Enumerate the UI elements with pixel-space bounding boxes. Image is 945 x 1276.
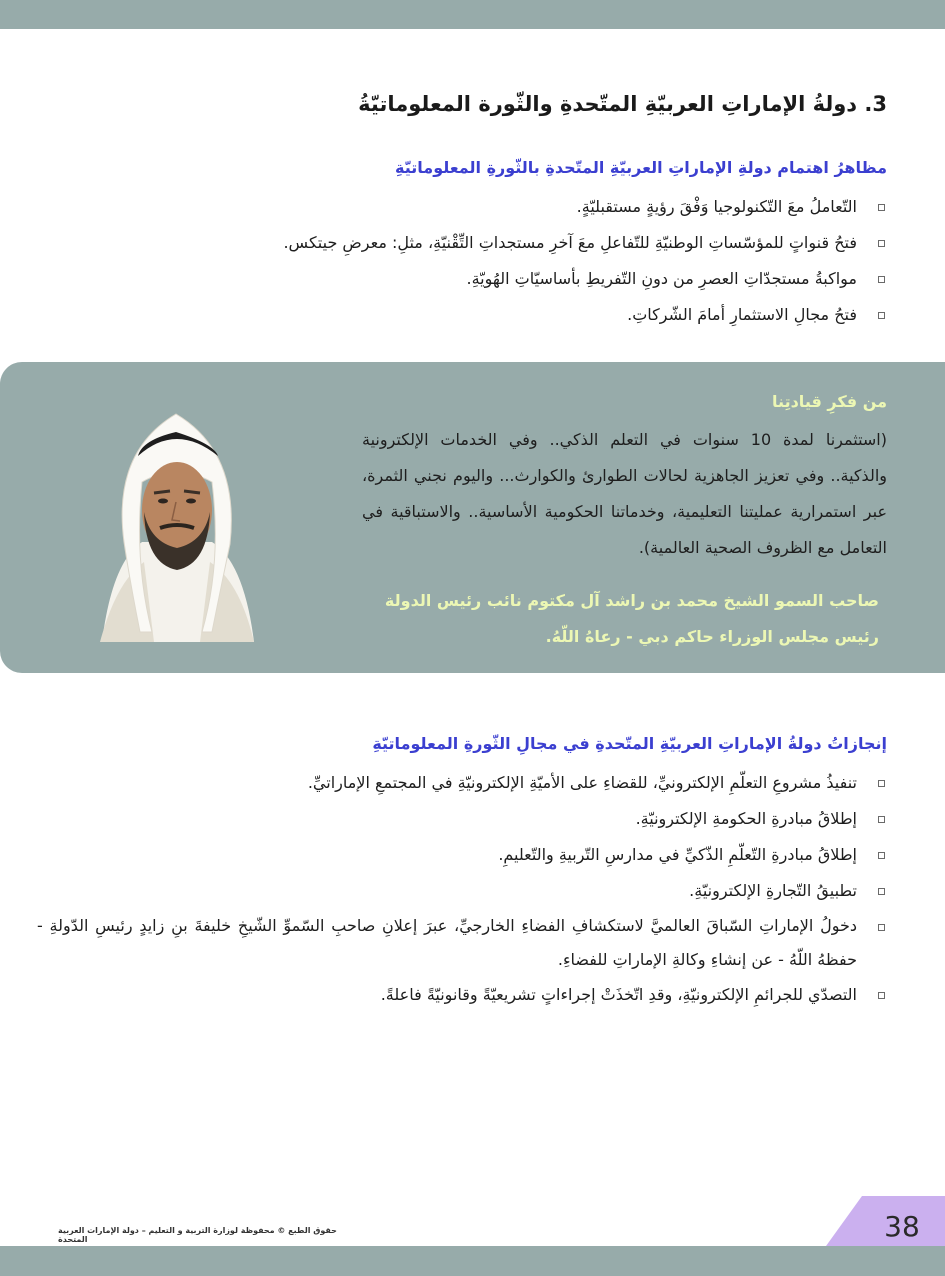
list-item: فتحُ مجالِ الاستثمارِ أمامَ الشّركاتِ. bbox=[37, 297, 887, 333]
quote-author bbox=[349, 583, 879, 655]
achievements-heading: إنجازاتُ دولةُ الإماراتِ العربيّةِ المتّحدةِ في مجالِ الثّورةِ المعلوماتيّةِ bbox=[372, 734, 887, 753]
interest-heading: مظاهرُ اهتمام دولةِ الإماراتِ العربيّةِ المتّحدةِ بالثّورةِ المعلوماتيّةِ bbox=[395, 158, 887, 177]
author-line: صاحب السمو الشيخ محمد بن راشد آل مكتوم نائب رئيس الدولة bbox=[384, 591, 879, 610]
list-item: مواكبةُ مستجدّاتِ العصرِ من دونِ التّفريطِ بأساسيّاتِ الهُويّةِ. bbox=[37, 261, 887, 297]
list-item: إطلاقُ مبادرةِ الحكومةِ الإلكترونيّةِ. bbox=[37, 801, 887, 837]
top-banner bbox=[0, 0, 945, 29]
author-line: رئيس مجلس الوزراء حاكم دبي - رعاهُ اللّهُ. bbox=[545, 627, 879, 646]
leader-quote: (استثمرنا لمدة 10 سنوات في التعلم الذكي.. وفي الخدمات الإلكترونية والذكية.. وفي تعزيز الجاهزية لحالات الطوارئ والكوارث... واليوم نجني الثمرة، عبر استمرارية عمليتنا التعليمية، وخدماتنا الحكومية الأساسية.. والاستباقية في التعامل مع الظروف الصحية العالمية). bbox=[362, 430, 887, 557]
bottom-banner bbox=[0, 1246, 945, 1276]
page-number: 38 bbox=[884, 1210, 920, 1243]
list-item: إطلاقُ مبادرةِ التّعلّمِ الذّكيِّ في مدارسِ التّربيةِ والتّعليمِ. bbox=[37, 837, 887, 873]
list-item: تطبيقُ التّجارةِ الإلكترونيّةِ. bbox=[37, 873, 887, 909]
list-item: تنفيذُ مشروعِ التعلّمِ الإلكترونيِّ، للقضاءِ على الأميّةِ الإلكترونيّةِ في المجتمعِ الإماراتيِّ. bbox=[37, 765, 887, 801]
list-item: فتحُ قنواتٍ للمؤسّساتِ الوطنيّةِ للتّفاعلِ معَ آخرِ مستجداتِ التِّقْنيّةِ، مثلِ: معرضِ جيتكس. bbox=[37, 225, 887, 261]
section-title: 3. دولةُ الإماراتِ العربيّةِ المتّحدةِ والثّورة المعلوماتيّةُ bbox=[358, 92, 887, 116]
list-item: التّعاملُ معَ التّكنولوجيا وَفْقَ رؤيةٍ مستقبليّةٍ. bbox=[37, 189, 887, 225]
list-item: التصدّي للجرائمِ الإلكترونيّةِ، وقدِ اتّخذَتْ إجراءاتٍ تشريعيّةً وقانونيّةً فاعلةً. bbox=[37, 977, 887, 1013]
interest-list bbox=[37, 189, 887, 333]
copyright-notice: حقوق الطبع © محفوظة لوزارة التربية و التعليم – دولة الإمارات العربية المتحدة bbox=[58, 1226, 337, 1244]
quote-title: من فكرِ قيادتِنا bbox=[772, 392, 887, 411]
leader-portrait bbox=[72, 392, 282, 652]
list-item: دخولُ الإماراتِ السّباقَ العالميَّ لاستكشافِ الفضاءِ الخارجيِّ، عبرَ إعلانِ صاحبِ السّموِّ الشّيخِ خليفةَ بنِ زايدٍ رئيسِ الدّولةِ - حفظهُ اللّهُ - عن إنشاءِ وكالةِ الإماراتِ للفضاءِ. bbox=[37, 909, 887, 977]
achievements-list bbox=[37, 765, 887, 1013]
